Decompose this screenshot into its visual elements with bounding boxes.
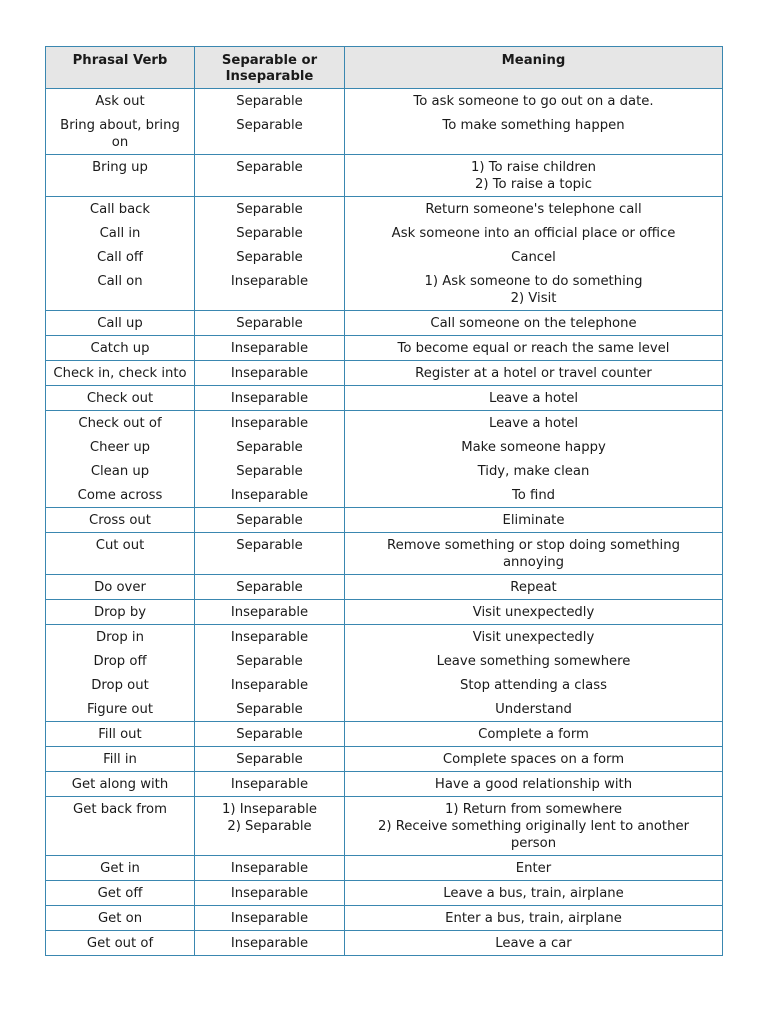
table-row (46, 89, 723, 114)
table-row (46, 411, 723, 436)
cell-meaning: Remove something or stop doing something annoying (345, 533, 723, 575)
cell-meaning: To find (345, 483, 723, 508)
cell-phrasal-verb: Check out (46, 386, 195, 411)
cell-phrasal-verb: Do over (46, 575, 195, 600)
cell-meaning: Return someone's telephone call (345, 197, 723, 222)
cell-separability: Inseparable (195, 931, 345, 956)
cell-separability: Inseparable (195, 600, 345, 625)
cell-meaning: Leave a hotel (345, 386, 723, 411)
cell-separability: Inseparable (195, 336, 345, 361)
cell-phrasal-verb: Catch up (46, 336, 195, 361)
cell-meaning: Tidy, make clean (345, 459, 723, 483)
table-row (46, 575, 723, 600)
cell-separability: Separable (195, 697, 345, 722)
cell-meaning: Make someone happy (345, 435, 723, 459)
cell-meaning: Enter a bus, train, airplane (345, 906, 723, 931)
table-row (46, 600, 723, 625)
cell-phrasal-verb: Get off (46, 881, 195, 906)
table-header (46, 47, 723, 89)
header-meaning: Meaning (345, 47, 723, 89)
cell-phrasal-verb: Drop out (46, 673, 195, 697)
cell-separability: Separable (195, 508, 345, 533)
phrasal-verbs-table (45, 46, 723, 956)
cell-phrasal-verb: Call off (46, 245, 195, 269)
table-row (46, 459, 723, 483)
cell-separability: Inseparable (195, 856, 345, 881)
cell-phrasal-verb: Drop by (46, 600, 195, 625)
cell-meaning: Understand (345, 697, 723, 722)
table-row (46, 386, 723, 411)
cell-phrasal-verb: Cut out (46, 533, 195, 575)
cell-separability: 1) Inseparable 2) Separable (195, 797, 345, 856)
table-row (46, 221, 723, 245)
cell-separability: Inseparable (195, 625, 345, 650)
cell-phrasal-verb: Bring about, bring on (46, 113, 195, 155)
cell-phrasal-verb: Figure out (46, 697, 195, 722)
table-row (46, 747, 723, 772)
cell-phrasal-verb: Cheer up (46, 435, 195, 459)
cell-meaning: To become equal or reach the same level (345, 336, 723, 361)
table-row (46, 722, 723, 747)
cell-separability: Separable (195, 575, 345, 600)
table-row (46, 155, 723, 197)
cell-phrasal-verb: Ask out (46, 89, 195, 114)
table-row (46, 906, 723, 931)
cell-meaning: Complete a form (345, 722, 723, 747)
cell-phrasal-verb: Call in (46, 221, 195, 245)
cell-separability: Inseparable (195, 411, 345, 436)
cell-meaning: Enter (345, 856, 723, 881)
table-row (46, 533, 723, 575)
cell-separability: Inseparable (195, 361, 345, 386)
table-row (46, 336, 723, 361)
cell-meaning: 1) Ask someone to do something 2) Visit (345, 269, 723, 311)
cell-meaning: Ask someone into an official place or office (345, 221, 723, 245)
cell-separability: Separable (195, 649, 345, 673)
cell-phrasal-verb: Get back from (46, 797, 195, 856)
cell-separability: Inseparable (195, 386, 345, 411)
table-row (46, 269, 723, 311)
cell-phrasal-verb: Check out of (46, 411, 195, 436)
table-row (46, 311, 723, 336)
cell-phrasal-verb: Drop off (46, 649, 195, 673)
cell-separability: Inseparable (195, 772, 345, 797)
cell-meaning: Leave a hotel (345, 411, 723, 436)
cell-separability: Inseparable (195, 269, 345, 311)
cell-separability: Separable (195, 747, 345, 772)
table-row (46, 197, 723, 222)
cell-phrasal-verb: Clean up (46, 459, 195, 483)
cell-meaning: Complete spaces on a form (345, 747, 723, 772)
table-row (46, 649, 723, 673)
cell-meaning: Call someone on the telephone (345, 311, 723, 336)
cell-meaning: Visit unexpectedly (345, 625, 723, 650)
cell-separability: Inseparable (195, 881, 345, 906)
table-row (46, 856, 723, 881)
cell-separability: Inseparable (195, 673, 345, 697)
cell-phrasal-verb: Fill in (46, 747, 195, 772)
cell-separability: Separable (195, 245, 345, 269)
cell-separability: Separable (195, 435, 345, 459)
cell-meaning: 1) Return from somewhere 2) Receive something originally lent to another person (345, 797, 723, 856)
cell-separability: Separable (195, 197, 345, 222)
table-row (46, 772, 723, 797)
table-row (46, 931, 723, 956)
cell-phrasal-verb: Drop in (46, 625, 195, 650)
cell-separability: Separable (195, 113, 345, 155)
table-row (46, 508, 723, 533)
cell-meaning: Register at a hotel or travel counter (345, 361, 723, 386)
table-row (46, 113, 723, 155)
cell-separability: Inseparable (195, 906, 345, 931)
cell-meaning: To ask someone to go out on a date. (345, 89, 723, 114)
cell-separability: Separable (195, 89, 345, 114)
cell-phrasal-verb: Get out of (46, 931, 195, 956)
table-row (46, 435, 723, 459)
cell-phrasal-verb: Get on (46, 906, 195, 931)
table-row (46, 797, 723, 856)
cell-phrasal-verb: Get in (46, 856, 195, 881)
cell-meaning: Repeat (345, 575, 723, 600)
table-row (46, 483, 723, 508)
cell-phrasal-verb: Call back (46, 197, 195, 222)
cell-phrasal-verb: Come across (46, 483, 195, 508)
cell-meaning: Eliminate (345, 508, 723, 533)
cell-meaning: Have a good relationship with (345, 772, 723, 797)
cell-separability: Separable (195, 155, 345, 197)
cell-phrasal-verb: Get along with (46, 772, 195, 797)
cell-meaning: Visit unexpectedly (345, 600, 723, 625)
cell-separability: Separable (195, 221, 345, 245)
table-row (46, 673, 723, 697)
table-body (46, 89, 723, 956)
cell-phrasal-verb: Cross out (46, 508, 195, 533)
cell-separability: Separable (195, 311, 345, 336)
cell-meaning: 1) To raise children 2) To raise a topic (345, 155, 723, 197)
cell-separability: Separable (195, 459, 345, 483)
cell-phrasal-verb: Check in, check into (46, 361, 195, 386)
header-separable: Separable or Inseparable (195, 47, 345, 89)
cell-meaning: Leave a car (345, 931, 723, 956)
table-row (46, 361, 723, 386)
header-phrasal-verb: Phrasal Verb (46, 47, 195, 89)
table-row (46, 625, 723, 650)
table-row (46, 881, 723, 906)
cell-phrasal-verb: Fill out (46, 722, 195, 747)
table-row (46, 697, 723, 722)
cell-phrasal-verb: Call up (46, 311, 195, 336)
cell-separability: Separable (195, 533, 345, 575)
cell-meaning: Leave something somewhere (345, 649, 723, 673)
cell-phrasal-verb: Bring up (46, 155, 195, 197)
header-row (46, 47, 723, 89)
cell-meaning: Cancel (345, 245, 723, 269)
cell-meaning: To make something happen (345, 113, 723, 155)
table-row (46, 245, 723, 269)
cell-meaning: Stop attending a class (345, 673, 723, 697)
cell-meaning: Leave a bus, train, airplane (345, 881, 723, 906)
cell-separability: Separable (195, 722, 345, 747)
cell-separability: Inseparable (195, 483, 345, 508)
cell-phrasal-verb: Call on (46, 269, 195, 311)
